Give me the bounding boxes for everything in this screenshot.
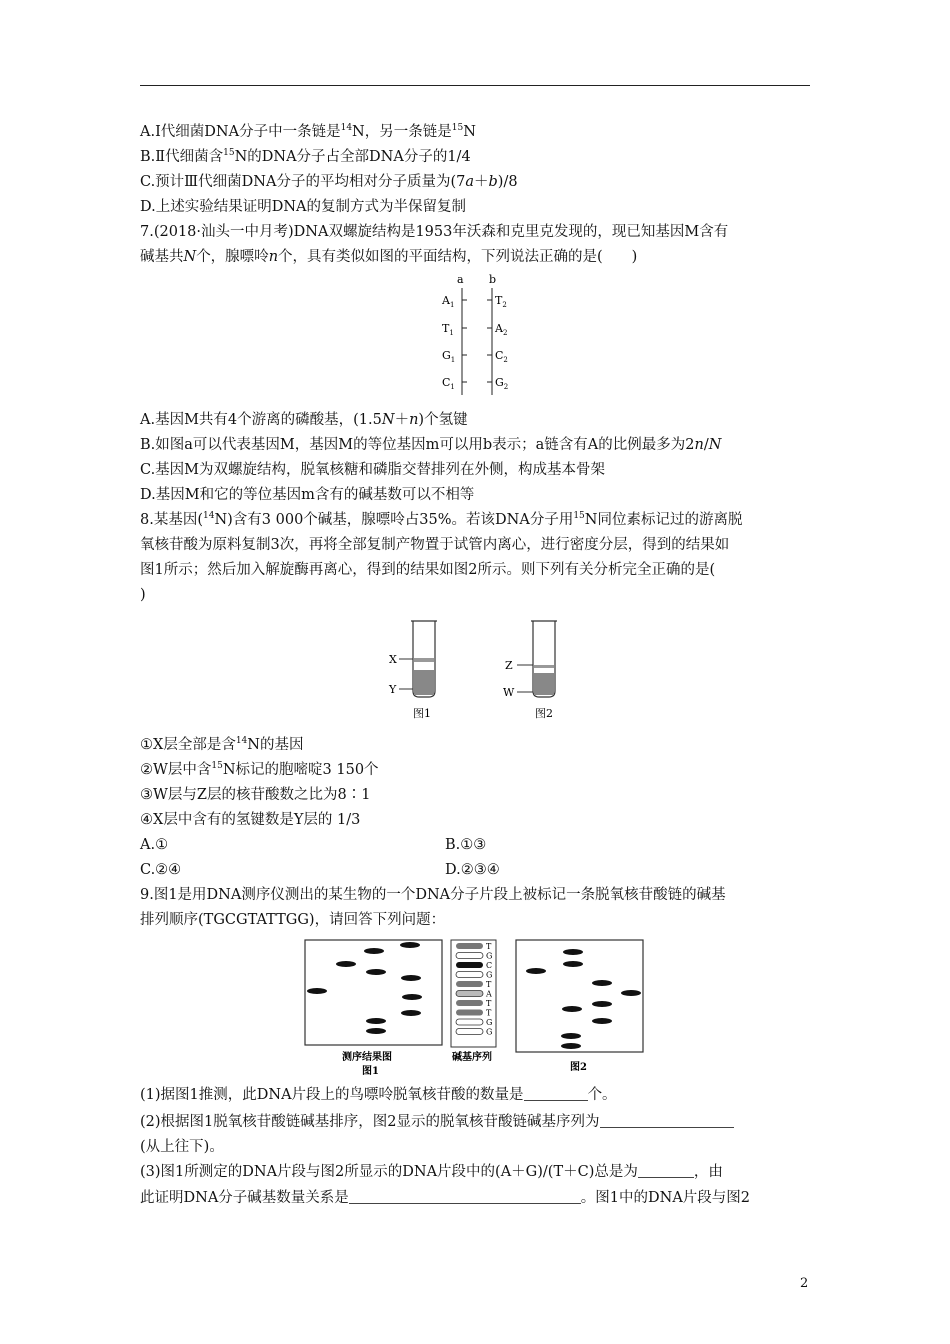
q7-stem-line1: 7.(2018·汕头一中月考)DNA双螺旋结构是1953年沃森和克里克发现的，现已知基因M含有 — [140, 224, 729, 240]
fig1-caption: 图1 — [413, 707, 431, 720]
seq-base-2: G — [486, 951, 493, 961]
q8-stem-line2: 氧核苷酸为原料复制3次，再将全部复制产物置于试管内离心，进行密度分层，得到的结果如 — [140, 537, 730, 553]
q9-part3-line1: (3)图1所测定的DNA片段与图2所显示的DNA片段中的(A＋G)/(T＋C)总是为 ，由 — [140, 1164, 723, 1180]
label-z: Z — [505, 659, 513, 672]
caption-sequencing-result: 测序结果图 — [342, 1052, 392, 1063]
q8-test-tubes — [385, 615, 575, 725]
tube1-band-x — [414, 658, 434, 662]
answer-blank-1[interactable] — [524, 1086, 588, 1101]
seq-base-1: T — [486, 942, 492, 951]
q7-option-b: B.如图a可以代表基因M，基因M的等位基因m可以用b表示；a链含有A的比例最多为2n/N — [140, 437, 722, 453]
fig2-caption: 图2 — [535, 707, 553, 720]
q8-statement-3: ③W层与Z层的核苷酸数之比为8∶1 — [140, 787, 371, 803]
seq-base-7: T — [486, 999, 492, 1008]
answer-blank-2[interactable] — [600, 1113, 734, 1128]
tube-2 — [503, 621, 557, 720]
base-c2: $C_2$ — [495, 349, 508, 364]
base-g2: $G_2$ — [495, 376, 509, 391]
base-t1: $T_1$ — [442, 322, 454, 337]
label-w: W — [503, 686, 515, 699]
tube1-band-y — [414, 670, 434, 695]
q7-option-c: C.基因M为双螺旋结构，脱氧核糖和磷脂交替排列在外侧，构成基本骨架 — [140, 462, 606, 478]
q8-option-d: D.②③④ — [445, 862, 500, 878]
q9-sequencing-figure — [300, 935, 650, 1080]
seq-base-4: G — [486, 970, 493, 980]
base-sequence-column — [456, 943, 483, 1035]
strand-b-label: b — [489, 273, 497, 286]
label-y: Y — [389, 683, 397, 696]
seq-base-3: C — [486, 961, 493, 970]
tube2-band-w — [534, 673, 554, 695]
base-a2: $A_2$ — [495, 322, 508, 337]
caption-fig1: 图1 — [362, 1066, 379, 1077]
q6-option-a: A.Ⅰ代细菌DNA分子中一条链是$^{14}$N，另一条链是$^{15}$N — [140, 123, 476, 140]
q8-stem-line3: 图1所示；然后加入解旋酶再离心，得到的结果如图2所示。则下列有关分析完全正确的是( — [140, 562, 716, 578]
label-x: X — [389, 653, 397, 666]
seq-base-10: G — [486, 1027, 493, 1037]
answer-blank-3[interactable] — [638, 1163, 694, 1178]
q7-option-a: A.基因M共有4个游离的磷酸基，(1.5N＋n)个氢键 — [140, 412, 468, 428]
seq-base-9: G — [486, 1018, 493, 1027]
q6-option-d: D.上述实验结果证明DNA的复制方式为半保留复制 — [140, 199, 467, 215]
caption-base-sequence: 碱基序列 — [452, 1052, 492, 1063]
caption-fig2: 图2 — [570, 1062, 587, 1073]
q8-option-a: A.① — [140, 837, 169, 853]
q8-stem-line4: ) — [140, 587, 146, 603]
q8-stem-line1: 8.某基因($^{14}$N)含有3 000个碱基，腺嘌呤占35%。若该DNA分子用$^{15}$N同位素标记过的游离脱 — [140, 511, 743, 528]
q8-statement-4: ④X层中含有的氢键数是Y层的 1/3 — [140, 812, 361, 828]
strand-a-label: a — [457, 273, 464, 286]
q8-statement-1: ①X层全部是含$^{14}$N的基因 — [140, 736, 304, 753]
q8-option-c: C.②④ — [140, 862, 182, 878]
header-rule — [140, 85, 810, 86]
tube-1 — [388, 621, 437, 720]
answer-blank-4[interactable] — [349, 1189, 581, 1204]
q6-option-b: B.Ⅱ代细菌含$^{15}$N的DNA分子占全部DNA分子的1/4 — [140, 148, 471, 165]
seq-base-6: A — [486, 989, 492, 999]
q7-option-d: D.基因M和它的等位基因m含有的碱基数可以不相等 — [140, 487, 475, 503]
q8-statement-2: ②W层中含$^{15}$N标记的胞嘧啶3 150个 — [140, 761, 379, 778]
q7-stem-line2: 碱基共N个，腺嘌呤n个，具有类似如图的平面结构，下列说法正确的是( ) — [140, 249, 638, 265]
page-number: 2 — [800, 1276, 809, 1291]
q9-part2-line2: (从上往下)。 — [140, 1139, 224, 1155]
q8-option-b: B.①③ — [445, 837, 487, 853]
q9-part3-line2: 此证明DNA分子碱基数量关系是 。图1中的DNA片段与图2 — [140, 1190, 751, 1206]
base-c1: $C_1$ — [442, 376, 455, 391]
q9-part1: (1)据图1推测，此DNA片段上的鸟嘌呤脱氧核苷酸的数量是 个。 — [140, 1087, 617, 1103]
q6-option-c: C.预计Ⅲ代细菌DNA分子的平均相对分子质量为(7a＋b)/8 — [140, 174, 518, 190]
q9-part2-line1: (2)根据图1脱氧核苷酸链碱基排序，图2显示的脱氧核苷酸链碱基序列为 — [140, 1112, 734, 1132]
base-g1: $G_1$ — [442, 349, 456, 364]
tube2-band-z — [534, 665, 554, 668]
base-t2: $T_2$ — [495, 294, 507, 309]
q9-stem-line2: 排列顺序(TGCGTATTGG)，请回答下列问题： — [140, 912, 446, 928]
q9-stem-line1: 9.图1是用DNA测序仪测出的某生物的一个DNA分子片段上被标记一条脱氧核苷酸链的碱基 — [140, 887, 726, 903]
seq-base-5: T — [486, 980, 492, 989]
seq-base-8: T — [486, 1008, 492, 1018]
base-a1: $A_1$ — [442, 294, 455, 309]
q7-dna-diagram — [435, 270, 525, 400]
